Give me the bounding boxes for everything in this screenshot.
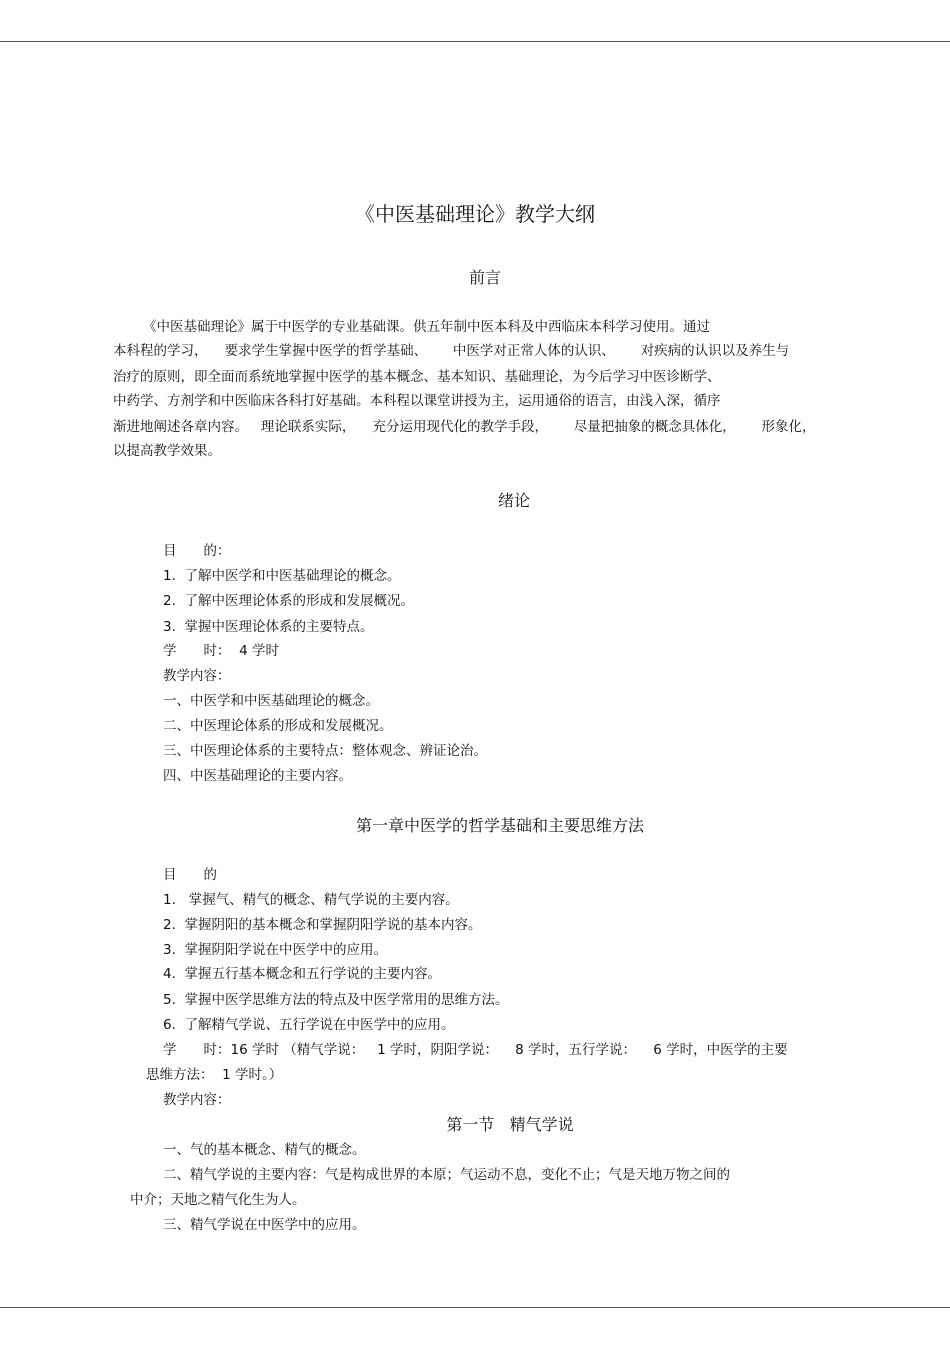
chapter1-goal-5: 5. 掌握中医学思维方法的特点及中医学常用的思维方法。 <box>163 992 509 1008</box>
chapter1-goal-1: 1. 掌握气、精气的概念、精气学说的主要内容。 <box>163 892 459 908</box>
intro-goal-2: 2. 了解中医理论体系的形成和发展概况。 <box>163 593 414 609</box>
intro-goal-3: 3. 掌握中医理论体系的主要特点。 <box>163 619 374 635</box>
intro-goal-1: 1. 了解中医学和中医基础理论的概念。 <box>163 568 401 584</box>
chapter1-heading: 第一章中医学的哲学基础和主要思维方法 <box>355 816 644 835</box>
chapter1-content-label: 教学内容： <box>163 1092 231 1108</box>
preface-line-3: 治疗的原则，即全面而系统地掌握中医学的基本概念、基本知识、基础理论，为今后学习中医诊断学、 <box>113 369 721 385</box>
section1-item-3: 三、精气学说在中医学中的应用。 <box>163 1217 366 1233</box>
preface-line-6: 以提高教学效果。 <box>113 443 221 459</box>
preface-heading: 前言 <box>468 268 501 287</box>
chapter1-hours-line-1: 学 时：16 学时 （精气学说： 1 学时，阴阳学说： 8 学时，五行学说： 6 学时，中医学的主要 <box>163 1042 788 1058</box>
chapter1-hours-line-2: 思维方法： 1 学时。） <box>146 1067 283 1083</box>
chapter1-goal-4: 4. 掌握五行基本概念和五行学说的主要内容。 <box>163 966 441 982</box>
top-rule <box>0 41 950 42</box>
intro-content-3: 三、中医理论体系的主要特点：整体观念、辨证论治。 <box>163 743 487 759</box>
intro-heading: 绪论 <box>497 491 530 510</box>
bottom-rule <box>0 1307 950 1308</box>
document-title: 《中医基础理论》教学大纲 <box>355 202 595 226</box>
preface-line-1: 《中医基础理论》属于中医学的专业基础课。供五年制中医本科及中西临床本科学习使用。通过 <box>143 319 710 335</box>
chapter1-goal-3: 3. 掌握阴阳学说在中医学中的应用。 <box>163 942 387 958</box>
intro-hours: 学 时： 4 学时 <box>163 643 279 659</box>
intro-content-2: 二、中医理论体系的形成和发展概况。 <box>163 718 393 734</box>
preface-line-4: 中药学、方剂学和中医临床各科打好基础。本科程以课堂讲授为主，运用通俗的语言，由浅入深，循序 <box>113 393 721 409</box>
section1-item-1: 一、气的基本概念、精气的概念。 <box>163 1142 366 1158</box>
chapter1-goal-6: 6. 了解精气学说、五行学说在中医学中的应用。 <box>163 1017 455 1033</box>
preface-line-2: 本科程的学习， 要求学生掌握中医学的哲学基础、 中医学对正常人体的认识、 对疾病的认识以及养生与 <box>113 343 790 359</box>
intro-content-1: 一、中医学和中医基础理论的概念。 <box>163 693 379 709</box>
intro-content-4: 四、中医基础理论的主要内容。 <box>163 768 352 784</box>
preface-line-5: 渐进地阐述各章内容。 理论联系实际， 充分运用现代化的教学手段， 尽量把抽象的概念具体化， 形象化， <box>113 419 816 435</box>
chapter1-goal-2: 2. 掌握阴阳的基本概念和掌握阴阳学说的基本内容。 <box>163 917 482 933</box>
section1-item-2-line-1: 二、精气学说的主要内容：气是构成世界的本原；气运动不息，变化不止；气是天地万物之间的 <box>163 1167 730 1183</box>
intro-goal-label: 目 的： <box>163 543 231 559</box>
chapter1-goal-label: 目 的 <box>163 867 217 883</box>
section1-item-2-line-2: 中介；天地之精气化生为人。 <box>130 1192 306 1208</box>
section1-heading: 第一节 精气学说 <box>446 1115 574 1134</box>
intro-content-label: 教学内容： <box>163 668 231 684</box>
